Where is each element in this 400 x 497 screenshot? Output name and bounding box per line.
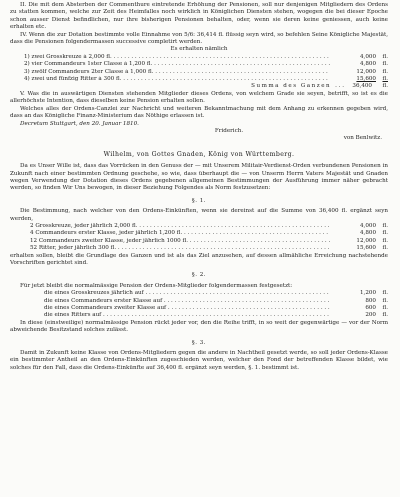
table-row: 52 Ritter, jeder jährlich 300 fl. . . . 15,600 fl. [30,245,388,252]
paragraph-II: II. Die mit dem Absterben der Commenthure eintretende Erhöhung der Pensionen, soll nur denjenigen Mitgliedern des Ordens zu statten kommen, welche zur Zeit des Heimfalles noch wirklich in Königlichen Diensten stehen, wogegen die bei dieser Epoche schon ausser Dienst befindlichen, nur ihre bisherigen Pensionen behalten, oder, wenn sie deren keine geniessen, auch keine erhalten etc. [10,2,388,31]
table-row: die eines Commandeurs erster Klasse auf . . . 800 fl. [44,298,388,305]
section-1-after: erhalten sollen, bleibt die Grundlage des Ganzen und ist als das Ziel anzusehen, auf dessen allmähliche Erreichung nachstehende Vorschriften gerichtet sind. [10,252,388,266]
section-1-text: Die Bestimmung, nach welcher von den Ordens-Einkünften, wenn sie dereinst auf die Summe von 36,400 fl. ergänzt seyn werden, [10,208,388,222]
table-row: 3) zwölf Commandeurs 2ter Classe à 1,000 fl. . . . 12,000 fl. [24,69,388,76]
section-3-title: §. 3. [191,339,207,346]
decretum: Decretum Stuttgart, den 20. Januar 1810. [20,120,139,127]
paragraph-V: V. Was die in auswärtigen Diensten stehenden Mitglieder dieses Ordens, von welchem Grade sie seyen, betrifft, so ist es die allerhöchste Intention, dass dieselben keine Pension erhalten sollen. [10,90,388,105]
table-row: 2) vier Commandeurs 1ster Classe à 1,200 fl. . . . 4,800 fl. [24,61,388,68]
decree-heading: Wilhelm, von Gottes Gnaden, König von Württemberg. [103,150,295,158]
section-1-title: §. 1. [191,197,207,204]
table-row: 1) zwei Grosskreuze à 2,000 fl. . . . 4,000 fl. [24,54,388,61]
pension-table-IV [10,54,388,91]
signature-benlwitz: von Benlwitz. [343,135,382,142]
table-row: die eines Ritters auf . . . 200 fl. [44,312,388,319]
section-2-text: Für jetzt bleibt die normalmässige Pension der Ordens-Mitglieder folgendermassen festgesetzt: [20,282,293,289]
paragraph-intro: Da es Unser Wille ist, dass das Vorrücken in den Genuss der — mit Unserem Militair-Verdienst-Orden verbundenen Pensionen in Zukunft nach einer bestimmten Ordnung geschehe, so wie, dass überhaupt die — von Unserm Herrn Vaters Majestät und Gnaden wegen Verwendung der Dotation dieses Ordens gegebenen allgemeinen Bestimmungen der Ausführung immer näher gebracht werden, so finden Wir Uns bewogen, in dieser Beziehung Folgendes als Norm festzusetzen: [10,163,388,192]
section-2-after: In diese (einstweilige) normalmässige Pension rückt jeder vor, den die Reihe trifft, in so weit der gegenwärtige — vor der Norm abweichende Besitzstand solches zulässt. [10,319,388,334]
section-2-title: §. 2. [191,272,207,279]
table-row: 2 Grosskreuze, jeder jährlich 2,000 fl. . . . 4,000 fl. [30,223,388,230]
pension-table-s2 [10,290,388,320]
table-row: die eines Grosskreuzes jährlich auf . . . 1,200 fl. [44,290,388,297]
table-sum: Summa des Ganzen . . . 36,400 fl. [251,83,388,90]
paragraph-kanzlei: Welches alles der Ordens-Canzlei zur Nachricht und weiteren Bekanntmachung mit dem Anhang zu erkennen gegeben wird, dass an das Königliche Finanz-Ministerium das Nöthige erlassen ist. [10,105,388,120]
signature-friderich: Friderich. [214,127,244,134]
table-row: 4) zwei und fünfzig Ritter à 300 fl. . . . 15,600 fl. [24,76,388,83]
table-row: 12 Commandeurs zweiter Klasse, jeder jährlich 1000 fl. . . . 12,000 fl. [30,238,388,245]
section-3-text: Damit in Zukunft keine Klasse von Ordens-Mitgliedern gegen die andere in Nachtheil gesetzt werde, so soll jeder Ordens-Klasse ein bestimmter Antheil an den Ordens-Einkünften zugeschieden werden, welcher den Fond der betreffenden Klasse bildet, wie solches für den Fall, dass die Ordens-Einkünfte auf 36,400 fl. ergänzt seyn werden, §. 1. bestimmt ist. [10,350,388,371]
paragraph-IV: IV. Wenn die zur Dotation bestimmte volle Einnahme von 5/6: 36,414 fl. flüssig seyn wird, so befehlen Seine Königliche Majestät, dass die Pensionen folgendermassen successive completirt werden. [10,31,388,46]
table-row: 4 Commandeurs erster Klasse, jeder jährlich 1,200 fl. . . . 4,800 fl. [30,230,388,237]
pension-table-s1 [10,223,388,253]
paragraph-IV-intro: Es erhalten nämlich [170,46,228,53]
table-row: die eines Commandeurs zweiter Klasse auf . . . 600 fl. [44,305,388,312]
